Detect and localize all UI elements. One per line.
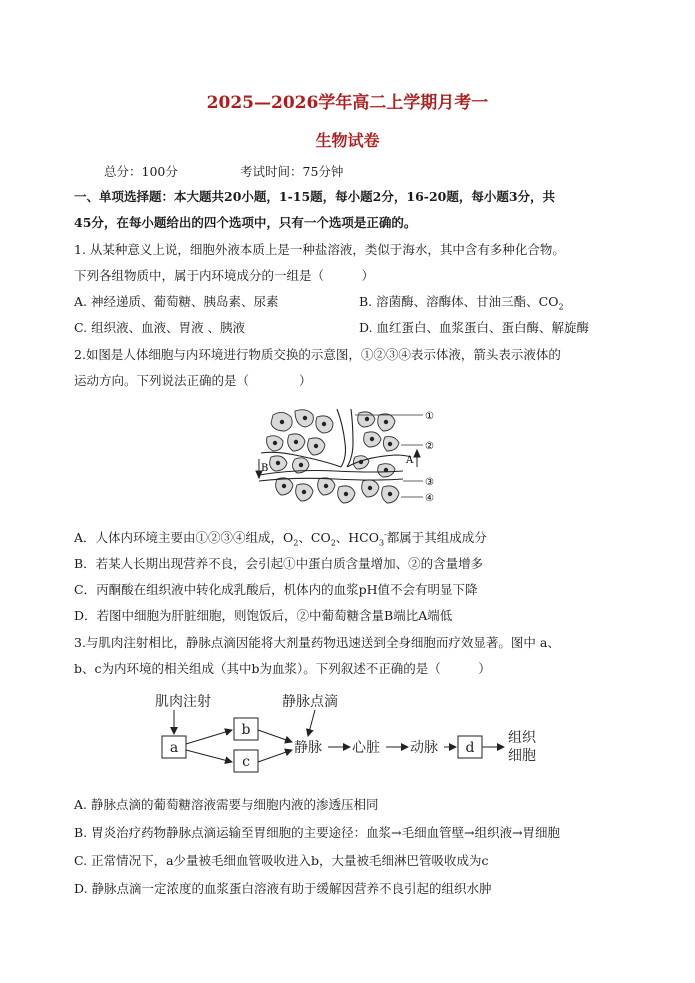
box-b-label: b bbox=[241, 722, 251, 738]
q3-option-b: B. 胃炎治疗药物静脉点滴运输至胃细胞的主要途径：血浆→毛细血管壁→组织液→胃细胞 bbox=[74, 825, 561, 840]
label-intramuscular-injection: 肌肉注射 bbox=[155, 694, 211, 710]
q1-option-c: C. 组织液、血液、胃液 、胰液 bbox=[74, 320, 246, 335]
label-vein: 静脉 bbox=[294, 740, 322, 756]
section-instructions-line1: 一、单项选择题：本大题共20小题，1-15题，每小题2分，16-20题，每小题3分，共 bbox=[74, 189, 556, 204]
subject-title: 生物试卷 bbox=[315, 131, 380, 150]
q3-option-d: D. 静脉点滴一定浓度的血浆蛋白溶液有助于缓解因营养不良引起的组织水肿 bbox=[74, 881, 492, 896]
box-d-label: d bbox=[465, 740, 475, 756]
label-tissue-1: 组织 bbox=[508, 730, 536, 746]
q3-option-a: A. 静脉点滴的葡萄糖溶液需要与细胞内液的渗透压相同 bbox=[74, 797, 379, 812]
q2-option-b: B．若某人长期出现营养不良，会引起①中蛋白质含量增加、②的含量增多 bbox=[74, 556, 484, 571]
q3-stem-line1: 3.与肌肉注射相比，静脉点滴因能将大剂量药物迅速送到全身细胞而疗效显著。图中 a、 bbox=[74, 635, 560, 650]
label-tissue-2: 细胞 bbox=[508, 748, 536, 764]
arrow-label-b: B bbox=[261, 463, 269, 474]
iv-drip-pathway-diagram bbox=[150, 690, 550, 780]
body-fluid-exchange-figure bbox=[255, 405, 445, 513]
fluid-label-1: ① bbox=[425, 411, 434, 422]
q2-option-c: C．丙酮酸在组织液中转化成乳酸后，机体内的血浆pH值不会有明显下降 bbox=[74, 582, 478, 597]
q2-stem-line2: 运动方向。下列说法正确的是（ ） bbox=[74, 373, 312, 388]
q2-stem-line1: 2.如图是人体细胞与内环境进行物质交换的示意图，①②③④表示体液，箭头表示液体的 bbox=[74, 347, 561, 362]
total-score: 总分：100分 bbox=[104, 164, 178, 179]
q2-option-d: D．若图中细胞为肝脏细胞，则饱饭后，②中葡萄糖含量B端比A端低 bbox=[74, 608, 453, 623]
label-artery: 动脉 bbox=[410, 740, 438, 756]
box-c-label: c bbox=[242, 754, 250, 770]
label-iv-drip: 静脉点滴 bbox=[282, 694, 338, 710]
exam-title: 2025—2026学年高二上学期月考一 bbox=[206, 93, 489, 113]
fluid-label-2: ② bbox=[425, 441, 434, 452]
q1-option-b: B. 溶菌酶、溶酶体、甘油三酯、$CO_2$ bbox=[359, 294, 564, 312]
fluid-label-4: ④ bbox=[425, 493, 434, 504]
q1-option-a: A. 神经递质、葡萄糖、胰岛素、尿素 bbox=[74, 294, 279, 309]
q3-option-c: C. 正常情况下，a少量被毛细血管吸收进入b，大量被毛细淋巴管吸收成为c bbox=[74, 853, 489, 868]
q2-option-a: A．人体内环境主要由①②③④组成，$O_2$、$CO_2$、$HCO_3^-$都属于其组成成分 bbox=[74, 529, 487, 548]
box-a-label: a bbox=[169, 740, 179, 756]
q1-stem-line2: 下列各组物质中，属于内环境成分的一组是（ ） bbox=[74, 268, 375, 283]
q1-option-d: D. 血红蛋白、血浆蛋白、蛋白酶、解旋酶 bbox=[359, 320, 590, 335]
q1-stem-line1: 1. 从某种意义上说，细胞外液本质上是一种盐溶液，类似于海水，其中含有多种化合物。 bbox=[74, 242, 565, 257]
arrow-label-a: A bbox=[406, 455, 414, 466]
section-instructions-line2: 45分，在每小题给出的四个选项中，只有一个选项是正确的。 bbox=[74, 215, 417, 230]
q3-stem-line2: b、c为内环境的相关组成（其中b为血浆）。下列叙述不正确的是（ ） bbox=[74, 661, 491, 676]
label-heart: 心脏 bbox=[352, 740, 380, 756]
fluid-label-3: ③ bbox=[425, 477, 434, 488]
exam-time: 考试时间：75分钟 bbox=[240, 164, 344, 179]
